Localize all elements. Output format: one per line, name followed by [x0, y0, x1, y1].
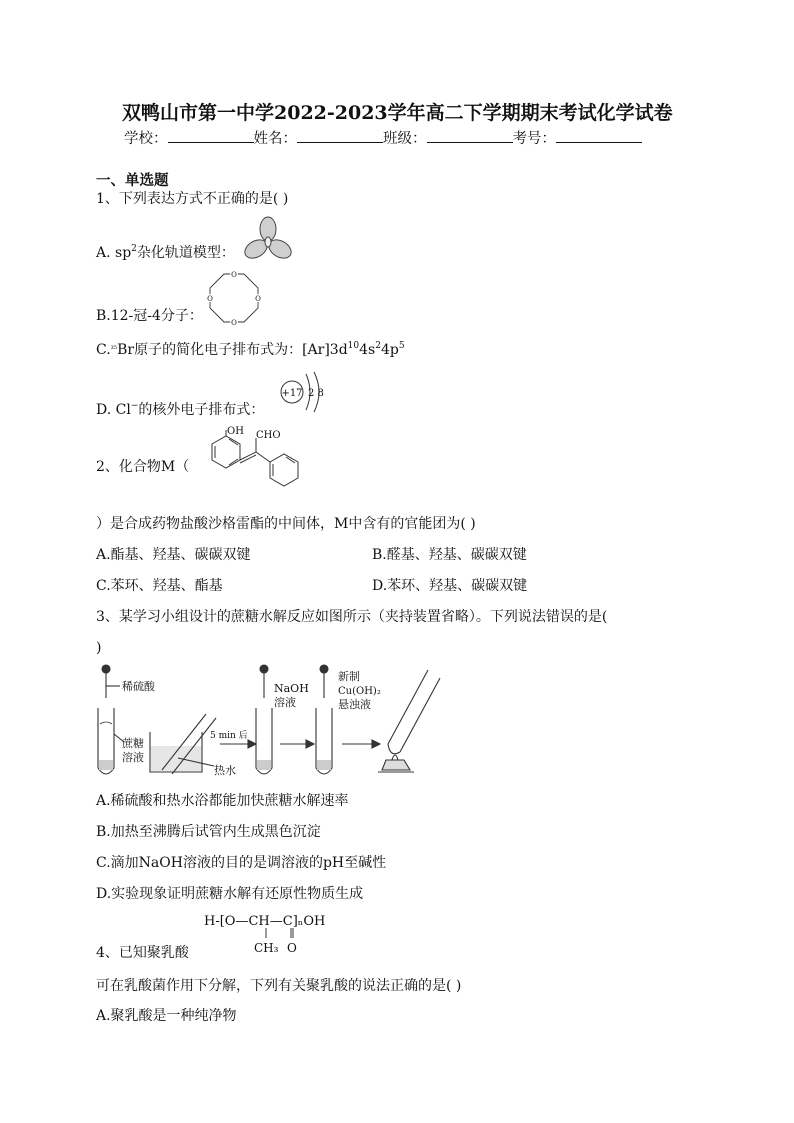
- name-label: 姓名：: [253, 131, 297, 147]
- polylactic-acid-formula: [202, 906, 342, 958]
- q2-stem-start: 2、化合物M（: [96, 459, 190, 475]
- label-hot-water: 热水: [214, 764, 236, 777]
- q1-a-sup: 2: [131, 244, 137, 254]
- svg-text:O: O: [255, 295, 261, 303]
- q1-d-text2: 的核外电子排布式：: [138, 402, 265, 418]
- formula-o: O: [287, 941, 297, 955]
- label-cu-3: 悬浊液: [338, 698, 371, 711]
- q1-c-text2: Br原子的简化电子排布式为：[Ar]3d: [117, 342, 348, 358]
- q1-a-text2: 杂化轨道模型：: [136, 245, 235, 261]
- exam-number-label: 考号：: [512, 131, 556, 147]
- q3-option-d[interactable]: D.实验现象证明蔗糖水解有还原性物质生成: [96, 886, 364, 902]
- q1-c-sup2: 2: [375, 341, 381, 351]
- sucrose-hydrolysis-diagram: [92, 662, 442, 784]
- q1-c-sup1: 10: [347, 341, 360, 351]
- name-blank[interactable]: [297, 128, 383, 143]
- label-cu-2: Cu(OH)₂: [338, 686, 381, 697]
- q1-c-text: C.: [96, 342, 111, 358]
- q1-option-d[interactable]: [96, 401, 264, 419]
- compound-m-structure: [196, 428, 306, 496]
- q1-c-text3: 4s: [359, 342, 376, 358]
- label-acid: 稀硫酸: [122, 680, 155, 693]
- q1-b-text: B.12-冠-4分子：: [96, 308, 203, 324]
- q1-d-text: D. Cl: [96, 402, 131, 418]
- svg-text:O: O: [231, 319, 237, 327]
- q1-stem: 1、下列表达方式不正确的是( ): [96, 191, 289, 207]
- q2-option-c[interactable]: C.苯环、羟基、酯基: [96, 578, 223, 594]
- q3-stem-line2: ): [96, 640, 102, 656]
- q3-option-c[interactable]: C.滴加NaOH溶液的目的是调溶液的pH至碱性: [96, 855, 387, 871]
- q3-option-a[interactable]: A.稀硫酸和热水浴都能加快蔗糖水解速率: [96, 793, 349, 809]
- q3-stem-line1: 3、某学习小组设计的蔗糖水解反应如图所示（夹持装置省略）。下列说法错误的是(: [96, 609, 608, 625]
- q3-option-b[interactable]: B.加热至沸腾后试管内生成黑色沉淀: [96, 824, 321, 840]
- formula-main: H-[O—CH—C]ₙOH: [204, 914, 326, 929]
- school-label: 学校：: [124, 131, 168, 147]
- q1-option-a[interactable]: [96, 244, 235, 262]
- crown-ether-structure: [206, 270, 262, 326]
- page-title: 双鸭山市第一中学2022-2023学年高二下学期期末考试化学试卷: [122, 102, 673, 124]
- class-blank[interactable]: [427, 128, 513, 143]
- q4-stem-line2: 可在乳酸菌作用下分解，下列有关聚乳酸的说法正确的是( ): [96, 978, 462, 994]
- shell-electrons: 2 8: [308, 388, 324, 399]
- section-heading: 一、单选题: [96, 173, 169, 189]
- formula-ch3: CH₃: [254, 941, 279, 955]
- cho-label: CHO: [256, 430, 281, 441]
- atomic-structure-diagram: [278, 370, 328, 414]
- label-sugar-2: 溶液: [122, 751, 144, 764]
- label-time: 5 min 后: [210, 731, 248, 741]
- q1-c-sup3: 5: [398, 341, 405, 351]
- q4-stem: 4、已知聚乳酸: [96, 945, 189, 961]
- svg-text:O: O: [207, 295, 213, 303]
- q1-d-sup: −: [130, 401, 139, 411]
- sp2-orbital-icon: [243, 216, 293, 266]
- svg-text:O: O: [231, 271, 237, 279]
- label-sugar-1: 蔗糖: [122, 737, 144, 750]
- school-blank[interactable]: [168, 128, 254, 143]
- q1-a-text: A. sp: [96, 245, 132, 261]
- class-label: 班级：: [383, 131, 427, 147]
- oh-label: OH: [227, 426, 244, 437]
- q1-c-mass: ₃₅: [110, 342, 118, 351]
- nucleus-charge: +17: [281, 388, 303, 399]
- exam-number-blank[interactable]: [556, 128, 642, 143]
- q2-option-b[interactable]: B.醛基、羟基、碳碳双键: [372, 547, 527, 563]
- q1-option-c[interactable]: [96, 338, 405, 359]
- q1-c-text4: 4p: [380, 342, 399, 358]
- q1-option-b[interactable]: [96, 307, 203, 325]
- header-fields: [124, 127, 642, 148]
- label-cu-1: 新制: [338, 670, 360, 683]
- q4-option-a[interactable]: A.聚乳酸是一种纯净物: [96, 1008, 237, 1024]
- q2-option-a[interactable]: A.酯基、羟基、碳碳双键: [96, 547, 251, 563]
- label-naoh-2: 溶液: [274, 696, 296, 709]
- q2-option-d[interactable]: D.苯环、羟基、碳碳双键: [372, 578, 528, 594]
- label-naoh-1: NaOH: [274, 682, 309, 695]
- q2-stem-end: ）是合成药物盐酸沙格雷酯的中间体，M中含有的官能团为( ): [96, 516, 476, 532]
